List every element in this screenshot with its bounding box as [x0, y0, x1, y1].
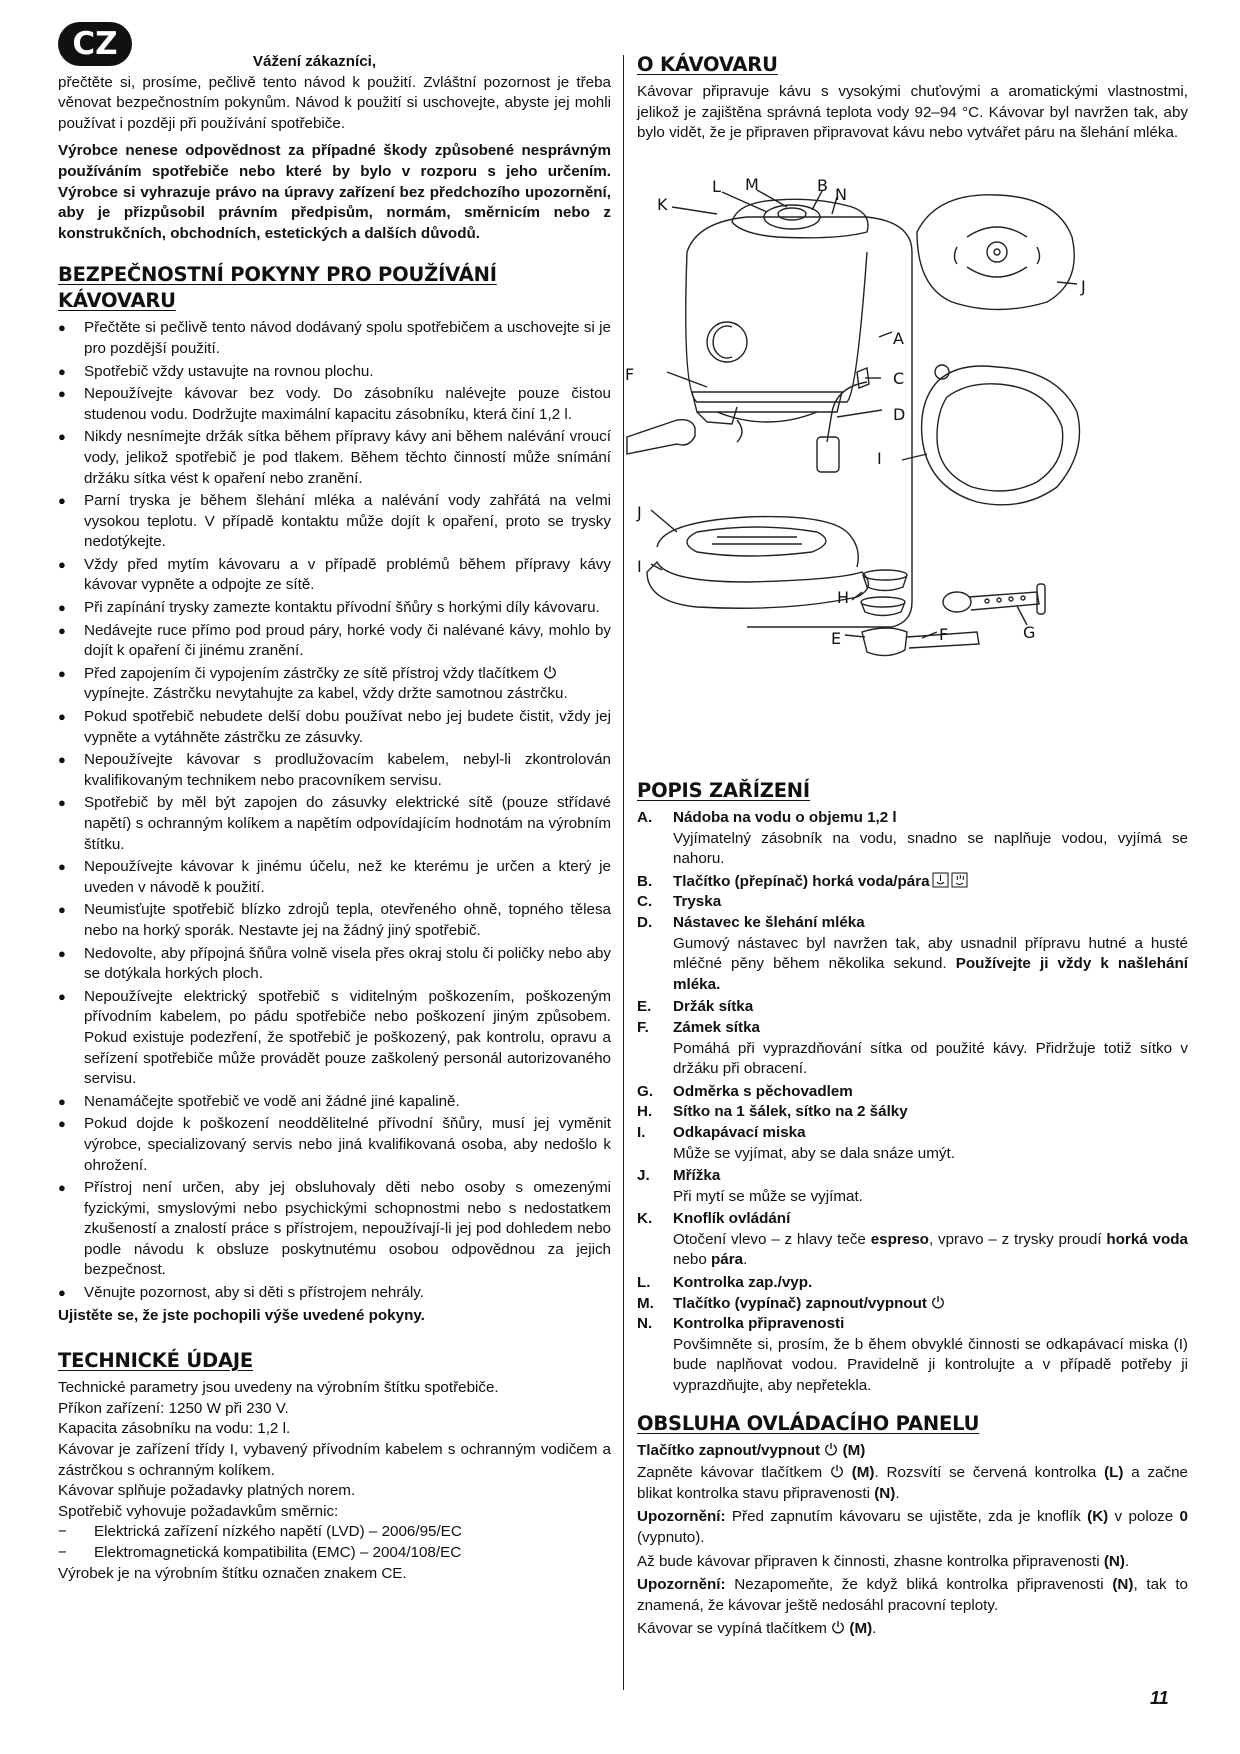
diagram-label: I: [637, 557, 642, 576]
diagram-label: F: [625, 365, 635, 384]
right-column-lower: [637, 778, 1188, 1640]
power-icon: [824, 1442, 838, 1456]
power-icon: [543, 665, 557, 679]
p-bold: (M): [851, 1464, 875, 1482]
part-title: [673, 1294, 945, 1315]
language-badge: CZ: [58, 22, 132, 66]
part-title: Mřížka: [673, 1167, 721, 1185]
part-row: [637, 808, 1188, 829]
part-title: Kontrolka připravenosti: [673, 1315, 845, 1333]
p-bold: (N): [874, 1484, 896, 1502]
panel-paragraph: [637, 1619, 1188, 1640]
part-title: [673, 872, 968, 893]
part-row: [637, 1166, 1188, 1187]
diagram-label: L: [712, 177, 721, 196]
intro-paragraph: přečtěte si, prosíme, pečlivě tento návod k použití. Zvláštní pozornost je třeba věnovat bezpečnostním pokynům. Návod k použití si uschovejte, abyste jej mohli používat i později při používání spotřebiče.: [58, 73, 611, 132]
part-key: I.: [637, 1123, 646, 1141]
k-desc-bold: horká voda: [1106, 1230, 1188, 1248]
diagram-svg: [625, 175, 1207, 747]
part-row: [637, 1082, 1188, 1103]
part-key: G.: [637, 1082, 654, 1100]
safety-item: ● Nepoužívejte kávovar k jinému účelu, než ke kterému je určen a který je uveden v návodě k použití.: [58, 857, 611, 898]
diagram-label: D: [893, 405, 906, 424]
part-key: D.: [637, 913, 653, 931]
part-key: A.: [637, 809, 653, 826]
tech-line: Kapacita zásobníku na vodu: 1,2 l.: [58, 1420, 291, 1438]
about-paragraph: Kávovar připravuje kávu s vysokými chuťovými a aromatickými vlastnostmi, jelikož je zajištěna správná teplota vody 92–94 °C. Kávovar byl navržen tak, aby bylo vidět, že je připraven připravovat kávu nebo vytvářet páru na šlehání mléka.: [637, 83, 1188, 142]
part-row: [637, 913, 1188, 934]
hot-water-icon: [932, 872, 949, 888]
part-row: [637, 1018, 1188, 1039]
part-key: L.: [637, 1274, 651, 1292]
diagram-label: K: [657, 195, 668, 214]
p-text: Zapněte kávovar tlačítkem: [637, 1464, 830, 1482]
part-desc: Povšimněte si, prosím, že b ěhem obvyklé činnosti se odkapávací miska (I) bude naplňovat vodou. Pravidelně ji kontrolujte a v případě potřeby ji vyprazdňujte, aby nepřetekla.: [673, 1335, 1188, 1395]
diagram-label: I: [877, 449, 882, 468]
safety-item-text: Před zapojením či vypojením zástrčky ze sítě přístroj vždy tlačítkem: [84, 664, 539, 682]
description-heading: POPIS ZAŘÍZENÍ: [637, 779, 810, 802]
safety-item: ● Vždy před mytím kávovaru a v případě problémů během přípravy kávy kávovar vypněte a odpojte ze sítě.: [58, 555, 611, 596]
p-text: Až bude kávovar připraven k činnosti, zhasne kontrolka připravenosti: [637, 1552, 1104, 1570]
power-icon: [830, 1464, 844, 1478]
disclaimer-paragraph: Výrobce nenese odpovědnost za případné škody způsobené nesprávným používáním spotřebiče nebo které by bylo v rozporu s jeho určením. Výrobce si vyhrazuje právo na úpravy zařízení bez předchozího upozornění, aby je přizpůsobil právním předpisům, normám, směrnicím nebo z konstrukčních, obchodních, estetických a dalších důvodů.: [58, 142, 611, 242]
part-desc: [637, 1230, 1188, 1271]
panel-paragraph: [637, 1575, 1188, 1616]
diagram-label: J: [637, 503, 642, 522]
p-text: Nezapomeňte, že když bliká kontrolka připravenosti: [725, 1576, 1113, 1594]
p-text: Kávovar se vypíná tlačítkem: [637, 1620, 832, 1638]
safety-heading: BEZPEČNOSTNÍ POKYNY PRO POUŽÍVÁNÍ KÁVOVARU: [58, 263, 497, 313]
part-desc-text: Gumový nástavec byl navržen tak, aby usnadnil přípravu hutné a husté mléčné pěny během několika sekund.: [673, 934, 1188, 973]
part-row: [637, 1294, 1188, 1315]
part-key: E.: [637, 998, 652, 1016]
part-title: Kontrolka zap./vyp.: [673, 1274, 813, 1292]
part-row: [637, 1273, 1188, 1294]
part-key: H.: [637, 1103, 653, 1121]
safety-item: ● Neumisťujte spotřebič blízko zdrojů tepla, otevřeného ohně, topného tělesa nebo na horký sporák. Nestavte jej na žádný jiný spotřebič.: [58, 900, 611, 941]
safety-item: ● Nedovolte, aby přípojná šňůra volně visela přes okraj stolu či poličky nebo aby se dotýkala horkých ploch.: [58, 944, 611, 985]
p-text: . Rozsvítí se červená kontrolka: [874, 1464, 1105, 1482]
part-desc: Při mytí se může se vyjímat.: [673, 1187, 863, 1205]
safety-item: ● Nepoužívejte kávovar s prodlužovacím kabelem, nebyl-li zkontrolován kvalifikovaným technikem nebo pracovníkem servisu.: [58, 750, 611, 791]
p-bold: Upozornění:: [637, 1508, 726, 1526]
safety-item: ● Spotřebič by měl být zapojen do zásuvky elektrické sítě (pouze střídavé napětí) s ochranným kolíkem a napětím odpovídajícím hodnotám na výrobním štítku.: [58, 793, 611, 855]
p-bold: (L): [1104, 1464, 1124, 1482]
panel-sub-text: Tlačítko zapnout/vypnout: [637, 1441, 821, 1459]
page-number: 11: [1150, 1688, 1169, 1708]
directive-item: − Elektromagnetická kompatibilita (EMC) – 2004/108/EC: [58, 1543, 611, 1564]
p-text: (vypnuto).: [637, 1529, 705, 1546]
diagram-label: C: [893, 369, 905, 388]
p-bold: (N): [1103, 1552, 1125, 1570]
p-text: v poloze: [1108, 1508, 1180, 1526]
p-text: Před zapnutím kávovaru se ujistěte, zda je knoflík: [725, 1508, 1088, 1526]
panel-paragraph: [637, 1552, 1188, 1573]
part-desc: Může se vyjímat, aby se dala snáze umýt.: [673, 1144, 955, 1162]
part-title-text: Tlačítko (vypínač) zapnout/vypnout: [673, 1294, 927, 1312]
part-row: [637, 1209, 1188, 1230]
coffee-machine-diagram: [625, 175, 1207, 747]
part-key: F.: [637, 1018, 649, 1036]
safety-item: ● Přečtěte si pečlivě tento návod dodávaný spolu spotřebičem a uschovejte si je pro pozdější použití.: [58, 318, 611, 359]
part-row: [637, 872, 1188, 893]
p-text: , tak to znamená, že kávovar ještě nedosáhl pracovní teploty.: [637, 1576, 1188, 1614]
safety-item: ● Nikdy nesnímejte držák sítka během přípravy kávy ani během nalévání vroucí vody, jelikož spotřebič je pod tlakem. Během těchto činností může snímání držáku sítka vést k opaření nebo zranění.: [58, 427, 611, 489]
diagram-label: M: [745, 175, 759, 194]
p-text: a začne blikat kontrolka stavu připravenosti: [637, 1464, 1188, 1502]
part-key: N.: [637, 1315, 653, 1333]
tech-line: Technické parametry jsou uvedeny na výrobním štítku spotřebiče.: [58, 1379, 499, 1397]
part-row: [637, 997, 1188, 1018]
k-desc-bold: pára: [711, 1251, 744, 1269]
part-row: [637, 892, 1188, 913]
p-bold: (N): [1112, 1576, 1134, 1594]
diagram-label: F: [939, 625, 949, 644]
tech-line: Kávovar splňuje požadavky platných norem.: [58, 1482, 356, 1500]
part-row: [637, 1314, 1188, 1335]
safety-item: ● Nepoužívejte kávovar bez vody. Do zásobníku nalévejte pouze čistou studenou vodu. Dodržujte maximální kapacitu zásobníku, která činí 1,2 l.: [58, 384, 611, 425]
part-title-text: Tlačítko (přepínač) horká voda/pára: [673, 872, 930, 890]
p-text: .: [895, 1484, 900, 1502]
diagram-label: J: [1081, 277, 1086, 296]
greeting: Vážení zákazníci,: [252, 53, 377, 70]
p-text: .: [872, 1620, 877, 1638]
part-row: [637, 1102, 1188, 1123]
part-title: Nádoba na vodu o objemu 1,2 l: [673, 809, 897, 826]
p-bold: Upozornění:: [637, 1576, 726, 1594]
safety-item: ● Pokud spotřebič nebudete delší dobu používat nebo jej budete čistit, vždy jej vypněte a vytáhněte zástrčku ze zásuvky.: [58, 707, 611, 748]
directive-item: − Elektrická zařízení nízkého napětí (LVD) – 2006/95/EC: [58, 1522, 611, 1543]
safety-item: ● Věnujte pozornost, aby si děti s přístrojem nehrály.: [58, 1283, 611, 1304]
safety-item-text-cont: vypínejte. Zástrčku nevytahujte za kabel, vždy držte samotnou zástrčku.: [84, 685, 568, 703]
p-bold: (K): [1087, 1508, 1109, 1526]
ce-line: Výrobek je na výrobním štítku označen znakem CE.: [58, 1564, 407, 1582]
panel-sub-ref: (M): [842, 1441, 866, 1459]
k-desc-text: nebo: [673, 1251, 712, 1269]
k-desc-bold: espreso: [870, 1230, 929, 1248]
right-column: [637, 52, 1188, 144]
diagram-label: A: [893, 329, 904, 348]
part-desc: Vyjímatelný zásobník na vodu, snadno se naplňuje vodou, vyjímá se nahoru.: [673, 829, 1188, 868]
part-key: B.: [637, 872, 653, 890]
steam-icon: [951, 872, 968, 888]
part-title: Odměrka s pěchovadlem: [673, 1082, 853, 1100]
k-desc-text: .: [743, 1251, 748, 1269]
safety-item: ● Přístroj není určen, aby jej obsluhovaly děti nebo osoby s omezenými fyzickými, smyslovými nebo psychickými schopnostmi nebo s nedostatkem zkušeností a znalostí práce s přístrojem, nepoužívají-li jej pod dohledem nebo podle návodu k obsluze poskytnutému osobou odpovědnou za jejich bezpečnost.: [58, 1178, 611, 1281]
part-title: Zámek sítka: [673, 1018, 760, 1036]
part-key: J.: [637, 1167, 650, 1185]
part-title: Odkapávací miska: [673, 1123, 806, 1141]
k-desc-text: Otočení vlevo – z hlavy teče: [673, 1230, 871, 1248]
safety-item: ● Nenamáčejte spotřebič ve vodě ani žádné jiné kapalině.: [58, 1092, 611, 1113]
diagram-label: N: [835, 185, 847, 204]
power-icon: [831, 1620, 845, 1634]
diagram-label: H: [837, 588, 850, 607]
part-title: Nástavec ke šlehání mléka: [673, 913, 865, 931]
tech-line: Spotřebič vyhovuje požadavkům směrnic:: [58, 1502, 339, 1520]
diagram-label: B: [817, 176, 828, 195]
panel-subheading: [637, 1441, 1188, 1462]
diagram-label: G: [1023, 623, 1036, 642]
about-heading: O KÁVOVARU: [637, 53, 778, 76]
power-icon: [931, 1295, 945, 1309]
part-title: Knoflík ovládání: [673, 1210, 791, 1228]
part-title: Držák sítka: [673, 998, 754, 1016]
part-desc-bold: Používejte ji vždy k našlehání mléka.: [673, 955, 1188, 993]
safety-item: ● Při zapínání trysky zamezte kontaktu přívodní šňůry s horkými díly kávovaru.: [58, 598, 611, 619]
tech-heading: TECHNICKÉ ÚDAJE: [58, 1349, 254, 1373]
part-key: M.: [637, 1294, 654, 1312]
p-text: .: [1124, 1552, 1130, 1570]
part-key: C.: [637, 893, 653, 911]
column-divider: [623, 55, 624, 1690]
part-key: K.: [637, 1210, 653, 1228]
safety-item: ● Nepoužívejte elektrický spotřebič s viditelným poškozením, poškozeným přívodním kabelem, po pádu spotřebiče nebo poškození jiným způsobem. Pokud existuje podezření, že spotřebič je poškozený, pak kontrolu, opravu a seřízení spotřebiče může provádět pouze zaškolený personál autorizovaného servisu.: [58, 987, 611, 1090]
p-bold: (M): [849, 1620, 873, 1638]
safety-item: [58, 664, 611, 705]
safety-closing: Ujistěte se, že jste pochopili výše uvedené pokyny.: [58, 1306, 425, 1324]
safety-item: ● Nedávejte ruce přímo pod proud páry, horké vody či nalévané kávy, mohlo by dojít k opaření či jinému zranění.: [58, 621, 611, 662]
k-desc-text: , vpravo – z trysky proudí: [928, 1230, 1107, 1248]
tech-line: Kávovar je zařízení třídy I, vybavený přívodním kabelem s ochranným vodičem a zástrčkou s ochranným kolíkem.: [58, 1441, 611, 1479]
panel-paragraph: [637, 1463, 1188, 1504]
safety-item: ● Pokud dojde k poškození neoddělitelné přívodní šňůry, musí jej vyměnit výrobce, specializovaný servis nebo jiná kvalifikovaná osoba, aby nedošlo k ohrožení.: [58, 1114, 611, 1176]
safety-item: ● Parní tryska je během šlehání mléka a nalévání vody zahřátá na velmi vysokou teplotu. V případě kontaktu může dojít k opaření, proto se trysky nedotýkejte.: [58, 491, 611, 553]
left-column: [58, 52, 611, 1584]
part-title: Tryska: [673, 893, 722, 911]
parts-list: [637, 808, 1188, 1397]
safety-list: [58, 318, 611, 1303]
part-title: Sítko na 1 šálek, sítko na 2 šálky: [673, 1103, 908, 1121]
safety-item: ● Spotřebič vždy ustavujte na rovnou plochu.: [58, 362, 611, 383]
tech-line: Příkon zařízení: 1250 W při 230 V.: [58, 1399, 289, 1417]
directives-list: [58, 1522, 611, 1563]
part-desc: Pomáhá při vyprazdňování sítka od použité kávy. Přidržuje totiž sítko v držáku při obracení.: [673, 1039, 1188, 1078]
part-row: [637, 1123, 1188, 1144]
part-desc: [637, 934, 1188, 996]
diagram-label: E: [831, 629, 842, 648]
panel-paragraph: [637, 1507, 1188, 1548]
panel-heading: OBSLUHA OVLÁDACÍHO PANELU: [637, 1411, 980, 1435]
p-bold: 0: [1179, 1508, 1188, 1526]
